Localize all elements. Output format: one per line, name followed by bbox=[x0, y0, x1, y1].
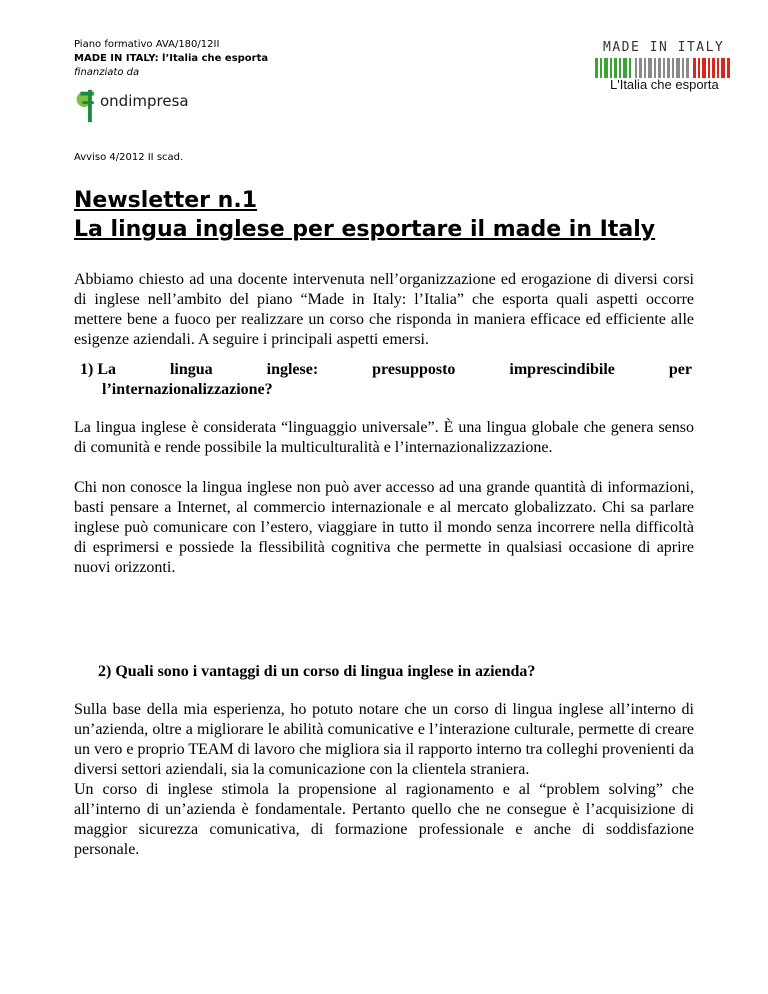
section1-paragraph-2: Chi non conosce la lingua inglese non può aver accesso ad una grande quantità di informazioni, basti pensare a Internet, al commercio internazionale e al mercato globalizzato. Chi sa parlare inglese può comunicare con l’estero, viaggiare in tutto il mondo senza incorrere nella difficoltà di esprimersi e possiede la flessibilità cognitiva che permette in qualsiasi occasione di aprire nuovi orizzonti. bbox=[74, 479, 694, 576]
title-line-1: Newsletter n.1 bbox=[74, 188, 258, 213]
newsletter-title bbox=[74, 186, 714, 244]
heading-word: inglese: bbox=[266, 361, 319, 378]
heading-word: presupposto bbox=[372, 361, 456, 378]
title-line-2: La lingua inglese per esportare il made in Italy bbox=[74, 217, 656, 242]
heading-word: lingua bbox=[169, 361, 213, 378]
logo-title: MADE IN ITALY bbox=[603, 40, 725, 55]
section1-heading bbox=[80, 360, 692, 400]
section2-paragraph-1: Sulla base della mia esperienza, ho potuto notare che un corso di lingua inglese all’interno di un’azienda, oltre a migliorare le abilità comunicative e l’interazione culturale, permette di creare un vero e proprio TEAM di lavoro che migliora sia il rapporto interno tra colleghi provenienti da diversi settori aziendali, sia la comunicazione con la clientela straniera. bbox=[74, 701, 694, 778]
avviso-label: Avviso 4/2012 II scad. bbox=[74, 152, 184, 163]
section2-heading: 2) Quali sono i vantaggi di un corso di lingua inglese in azienda? bbox=[98, 663, 536, 680]
heading-word: per bbox=[668, 361, 692, 378]
header-info bbox=[74, 38, 268, 80]
logo-subtitle: L'Italia che esporta bbox=[610, 77, 719, 92]
intro-paragraph: Abbiamo chiesto ad una docente intervenuta nell’organizzazione ed erogazione di diversi corsi di inglese nell’ambito del piano “Made in Italy: l’Italia” che esporta quali aspetti occorre mettere bene a fuoco per realizzare un corso che risponda in maniera efficace ed efficiente alle esigenze aziendali. A seguire i principali aspetti emersi. bbox=[74, 271, 694, 348]
fondimpresa-wordmark: ondimpresa bbox=[100, 92, 189, 110]
project-name: MADE IN ITALY: l’Italia che esporta bbox=[74, 53, 269, 64]
section2-paragraph-2: Un corso di inglese stimola la propensione al ragionamento e al “problem solving” che all’interno di un’azienda è fondamentale. Pertanto quello che ne consegue è l’acquisizione di maggior sicurezza comunicativa, di formazione professionale e anche di soddisfazione personale. bbox=[74, 781, 694, 858]
heading-word: 1) La bbox=[80, 361, 116, 378]
section1-paragraph-1: La lingua inglese è considerata “linguaggio universale”. È una lingua globale che genera senso di comunità e rende possibile la multiculturalità e l’internazionalizzazione. bbox=[74, 419, 694, 456]
plan-code: Piano formativo AVA/180/12II bbox=[74, 39, 220, 50]
heading-word: imprescindibile bbox=[509, 361, 615, 378]
financed-by: finanziato da bbox=[74, 67, 140, 78]
heading-line-2: l’internazionalizzazione? bbox=[102, 381, 273, 398]
